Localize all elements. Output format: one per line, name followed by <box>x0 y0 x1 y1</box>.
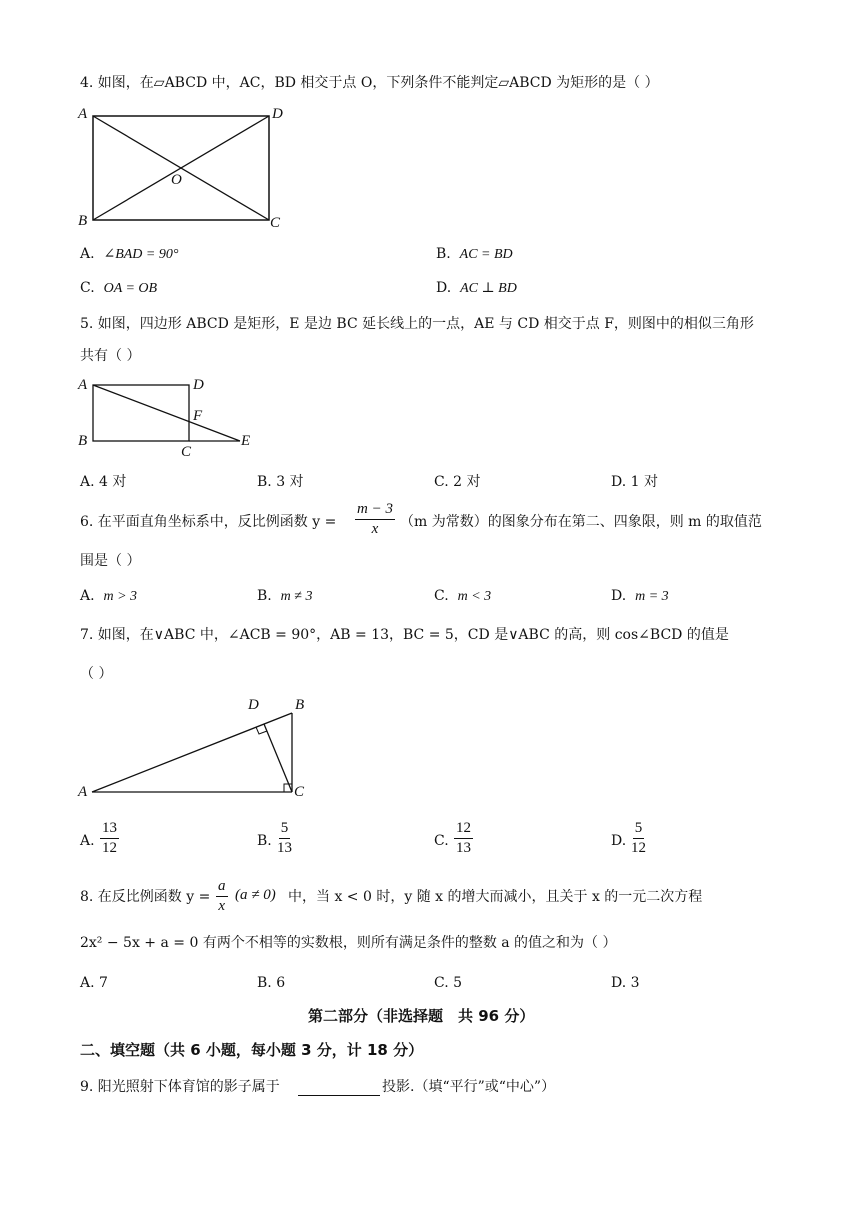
option-key: D. <box>611 474 627 490</box>
option-key: C. <box>434 588 449 604</box>
option-key: D. <box>436 280 452 296</box>
q5-label-b: B <box>78 433 88 449</box>
section-heading: 二、填空题（共 6 小题，每小题 3 分，计 18 分） <box>80 1041 424 1059</box>
q4-label-a: A <box>78 106 88 122</box>
option-key: C. <box>434 975 449 991</box>
q8-condition: (a ≠ 0) <box>235 887 276 903</box>
option-key: D. <box>611 588 627 604</box>
q9-stem-post: 投影.（填“平行”或“中心”） <box>382 1079 556 1095</box>
q6-stem-pre: 6. 在平面直角坐标系中，反比例函数 y = <box>80 514 337 530</box>
q8-stem-post: 中，当 x < 0 时，y 随 x 的增大而减小，且关于 x 的一元二次方程 <box>288 889 703 905</box>
option-key: C. <box>434 474 449 490</box>
option-key: B. <box>257 975 272 991</box>
option-text: ∠BAD = 90° <box>103 247 179 262</box>
q4-label-c: C <box>270 215 281 231</box>
q8-stem-line2: 2x² − 5x + a = 0 有两个不相等的实数根，则所有满足条件的整数 a 的值之和为（ ） <box>80 935 617 951</box>
q7-label-d: D <box>248 697 259 713</box>
option-key: A. <box>80 975 95 991</box>
q7-label-b: B <box>295 697 305 713</box>
q5-stem-line2: 共有（ ） <box>80 348 141 364</box>
option-key: A. <box>80 474 95 490</box>
fraction-denominator: 13 <box>456 840 471 857</box>
option-text: m > 3 <box>103 589 138 604</box>
option-key: D. <box>611 975 627 991</box>
fraction-denominator: 12 <box>631 840 646 857</box>
q5-label-d: D <box>193 377 204 393</box>
q5-label-f: F <box>193 408 203 424</box>
q7-label-a: A <box>78 784 88 800</box>
q5-label-e: E <box>241 433 251 449</box>
q7-option-c-key[interactable]: C. <box>434 833 449 849</box>
q6-fraction-numerator: m − 3 <box>355 501 395 520</box>
q5-stem-line1: 5. 如图，四边形 ABCD 是矩形，E 是边 BC 延长线上的一点，AE 与 CD 相交于点 F，则图中的相似三角形 <box>80 316 754 332</box>
option-text: 2 对 <box>453 474 481 490</box>
q9-stem-pre: 9. 阳光照射下体育馆的影子属于 <box>80 1079 280 1095</box>
q8-option-a[interactable] <box>80 976 108 990</box>
q8-fraction <box>216 878 228 916</box>
fraction-denominator: 13 <box>277 840 292 857</box>
q9-answer-blank[interactable] <box>298 1080 380 1096</box>
fraction-denominator: 12 <box>102 840 117 857</box>
option-key: B. <box>257 474 272 490</box>
q5-label-a: A <box>78 377 88 393</box>
q7-option-a-key[interactable]: A. <box>80 833 95 849</box>
option-text: AC = BD <box>459 247 513 262</box>
fraction-numerator: 5 <box>279 820 291 839</box>
option-text: 6 <box>276 975 286 991</box>
fraction-numerator: 13 <box>100 820 119 839</box>
option-text: 3 对 <box>276 474 304 490</box>
option-key: C. <box>80 280 95 296</box>
option-text: 1 对 <box>630 474 658 490</box>
option-text: m < 3 <box>457 589 492 604</box>
option-key: A. <box>80 588 95 604</box>
option-text: 3 <box>630 975 640 991</box>
part-heading: 第二部分（非选择题 共 96 分） <box>308 1007 535 1025</box>
option-text: m = 3 <box>635 589 669 604</box>
option-text: 5 <box>453 975 463 991</box>
q5-label-c: C <box>181 444 192 460</box>
option-key: A. <box>80 246 95 262</box>
q7-stem-line2: （ ） <box>80 666 113 682</box>
option-text: 7 <box>99 975 108 991</box>
q8-option-d[interactable] <box>611 976 640 990</box>
q7-label-c: C <box>294 784 305 800</box>
q6-fraction-denominator: x <box>371 521 379 538</box>
q4-stem: 4. 如图，在▱ABCD 中，AC，BD 相交于点 O，下列条件不能判定▱ABCD 为矩形的是（ ） <box>80 75 659 91</box>
q8-option-b[interactable] <box>257 976 285 990</box>
q6-stem-post: （m 为常数）的图象分布在第二、四象限，则 m 的取值范 <box>400 514 762 530</box>
option-key: B. <box>257 588 272 604</box>
option-key: B. <box>436 246 451 262</box>
q8-option-c[interactable] <box>434 976 462 990</box>
q7-option-b-fraction[interactable] <box>277 820 292 858</box>
q4-label-o: O <box>171 172 182 188</box>
q8-stem-pre: 8. 在反比例函数 y = <box>80 889 211 905</box>
q7-option-b-key[interactable]: B. <box>257 833 272 849</box>
option-text: OA = OB <box>103 281 158 296</box>
fraction-numerator: 12 <box>454 820 473 839</box>
q7-option-c-fraction[interactable] <box>454 820 473 858</box>
q7-option-d-fraction[interactable] <box>631 820 646 858</box>
q8-fraction-denominator: x <box>218 898 226 915</box>
q4-label-b: B <box>78 213 88 229</box>
option-text: 4 对 <box>99 474 127 490</box>
q8-fraction-numerator: a <box>216 878 228 897</box>
option-text: AC ⊥ BD <box>460 281 517 296</box>
q6-stem-line2: 围是（ ） <box>80 553 141 569</box>
option-text: m ≠ 3 <box>280 589 313 604</box>
q4-label-d: D <box>272 106 283 122</box>
q7-option-d-key[interactable]: D. <box>611 833 627 849</box>
q7-stem: 7. 如图，在∨ABC 中，∠ACB = 90°，AB = 13，BC = 5，CD 是∨ABC 的高，则 cos∠BCD 的值是 <box>80 627 729 643</box>
fraction-numerator: 5 <box>633 820 645 839</box>
q7-option-a-fraction[interactable] <box>100 820 119 858</box>
